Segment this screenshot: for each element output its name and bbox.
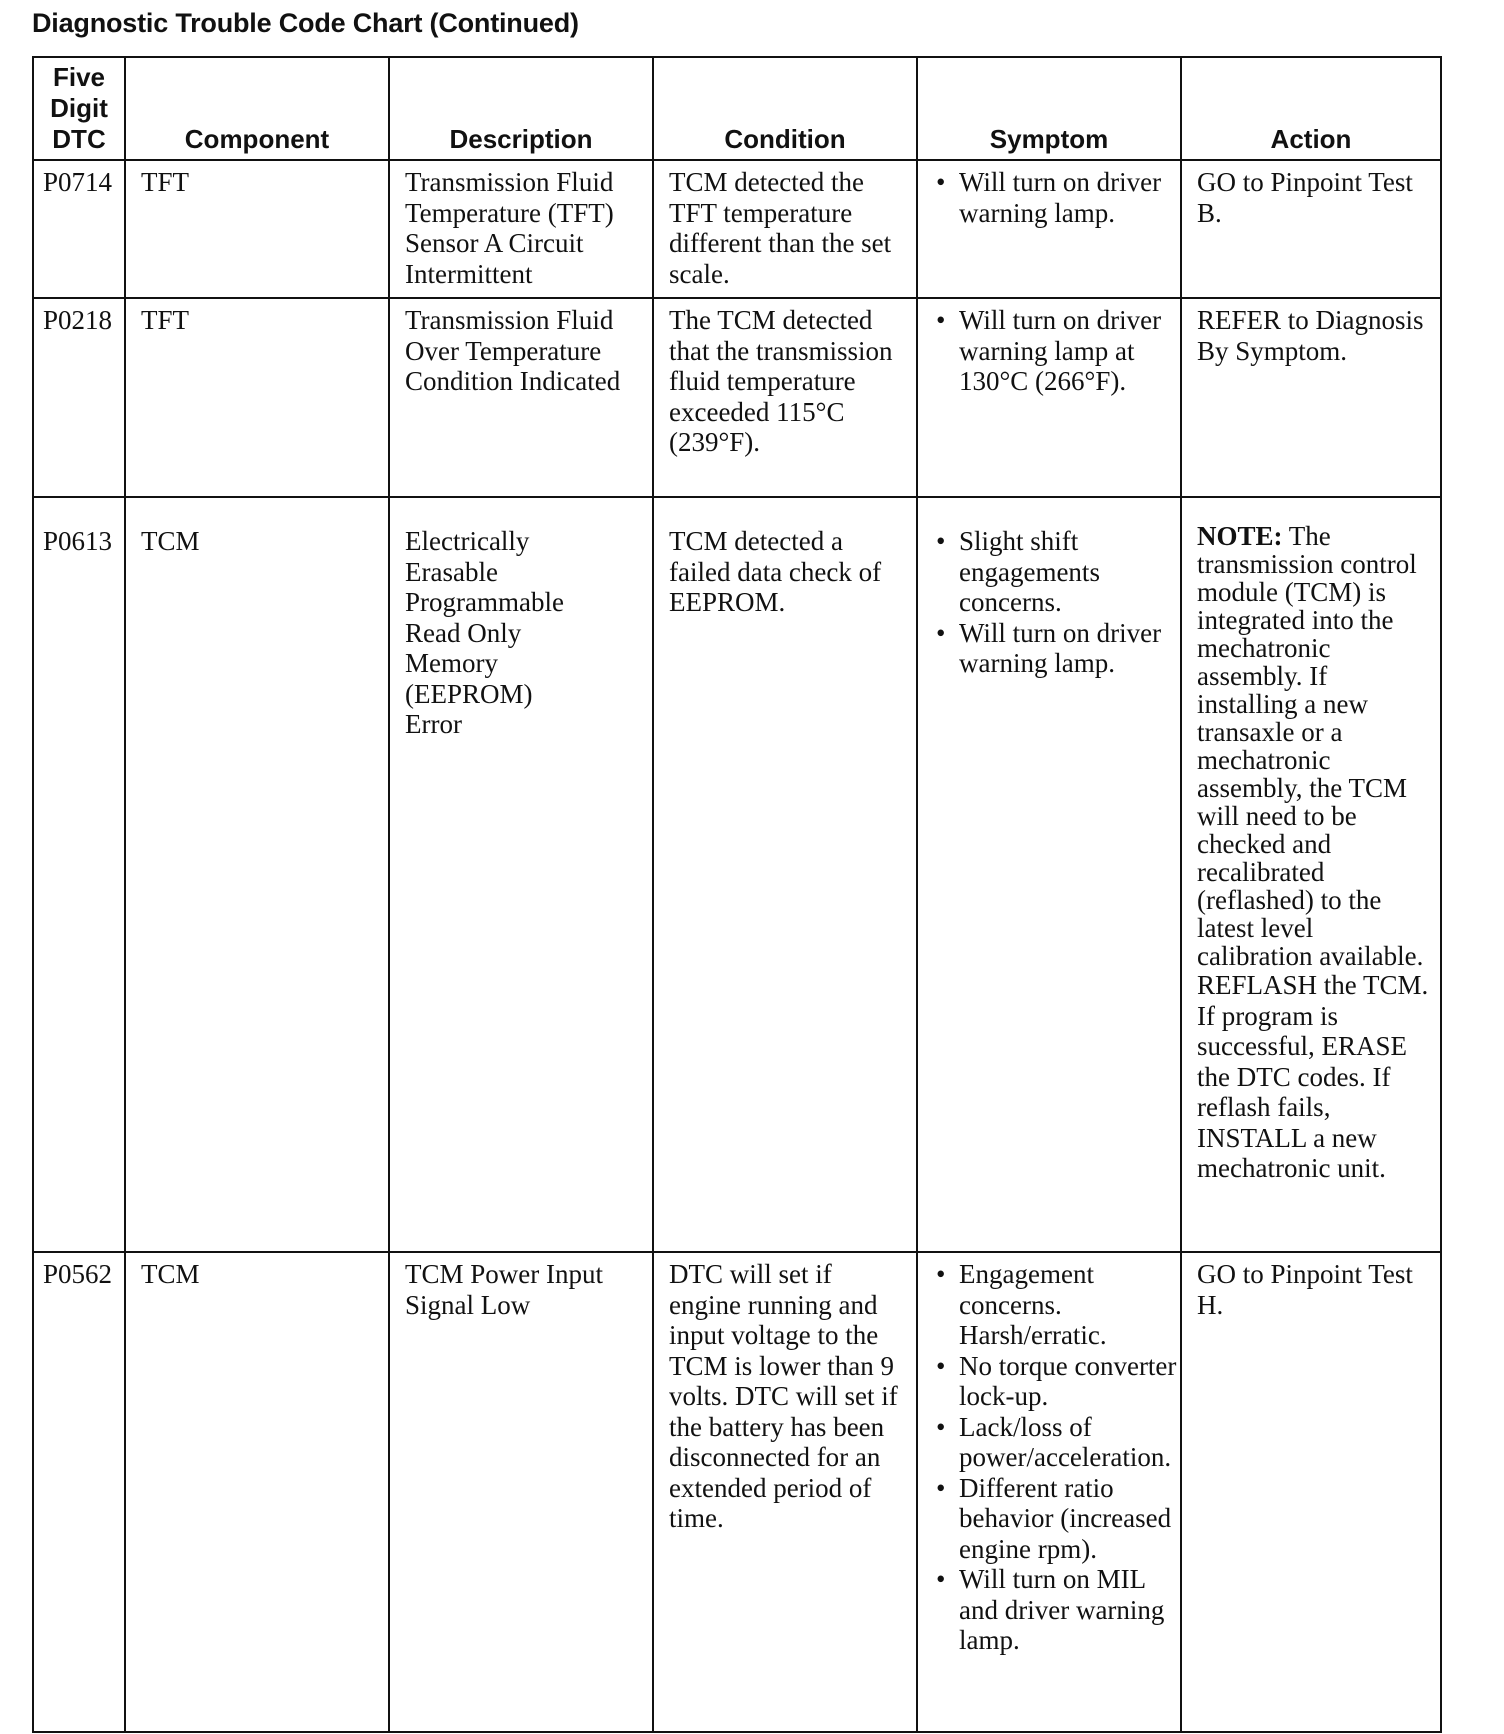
- symptom: [917, 298, 1181, 497]
- component: [125, 497, 389, 1252]
- action: REFER to Diagnosis By Symptom.: [1181, 298, 1441, 497]
- table-row: [33, 298, 1441, 497]
- symptom-list: [933, 305, 1172, 397]
- header-component: Component: [125, 57, 389, 160]
- symptom-list: [933, 526, 1172, 679]
- component: TFT: [125, 160, 389, 298]
- symptom-item: • Lack/loss of power/acceleration.: [933, 1412, 1178, 1473]
- header-condition: Condition: [653, 57, 917, 160]
- action: GO to Pinpoint Test B.: [1181, 160, 1441, 298]
- symptom-item: • No torque converter lock-up.: [933, 1351, 1178, 1412]
- component: TCM: [125, 1252, 389, 1732]
- dtc-code: [33, 497, 125, 1252]
- symptom-item: • Will turn on driver warning lamp.: [933, 618, 1172, 679]
- symptom-item: • Different ratio behavior (increased engine rpm).: [933, 1473, 1178, 1565]
- table-row: [33, 497, 1441, 1252]
- description-text: Electrically Erasable Programmable Read Only Memory (EEPROM) Error: [405, 526, 564, 739]
- dtc-code: P0562: [33, 1252, 125, 1732]
- component-text: TCM: [141, 526, 200, 556]
- component: TFT: [125, 298, 389, 497]
- header-action: Action: [1181, 57, 1441, 160]
- symptom-list: [933, 167, 1172, 228]
- table-header-row: [33, 57, 1441, 160]
- description: Transmission Fluid Over Temperature Condition Indicated: [389, 298, 653, 497]
- description: Transmission Fluid Temperature (TFT) Sensor A Circuit Intermittent: [389, 160, 653, 298]
- header-description: Description: [389, 57, 653, 160]
- header-symptom: Symptom: [917, 57, 1181, 160]
- condition: DTC will set if engine running and input voltage to the TCM is lower than 9 volts. DTC will set if the battery has been disconnected for an extended period of time.: [653, 1252, 917, 1732]
- dtc-code: P0218: [33, 298, 125, 497]
- symptom: [917, 160, 1181, 298]
- symptom-item: • Slight shift engagements concerns.: [933, 526, 1172, 618]
- header-dtc-line-3: DTC: [52, 124, 106, 154]
- dtc-code-text: P0613: [43, 526, 113, 556]
- note-text: The transmission control module (TCM) is integrated into the mechatronic assembly. If installing a new transaxle or a mechatronic assembly, the TCM will need to be checked and recalibrated (reflashed) to the latest level calibration available.: [1197, 521, 1424, 971]
- dtc-code: P0714: [33, 160, 125, 298]
- symptom: [917, 497, 1181, 1252]
- symptom-item: • Will turn on MIL and driver warning lamp.: [933, 1564, 1178, 1656]
- condition: The TCM detected that the transmission fluid temperature exceeded 115°C (239°F).: [653, 298, 917, 497]
- dtc-table: [32, 56, 1442, 1733]
- action: [1181, 497, 1441, 1252]
- action: GO to Pinpoint Test H.: [1181, 1252, 1441, 1732]
- condition: TCM detected the TFT temperature different than the set scale.: [653, 160, 917, 298]
- symptom-item: • Will turn on driver warning lamp.: [933, 167, 1172, 228]
- symptom-list: [933, 1259, 1178, 1656]
- header-dtc: [33, 57, 125, 160]
- page-title: Diagnostic Trouble Code Chart (Continued): [32, 8, 579, 38]
- condition: [653, 497, 917, 1252]
- table-row: [33, 160, 1441, 298]
- symptom-item: • Will turn on driver warning lamp at 130°C (266°F).: [933, 305, 1172, 397]
- table-row: [33, 1252, 1441, 1732]
- symptom: [917, 1252, 1181, 1732]
- note-label: NOTE:: [1197, 521, 1283, 551]
- action-text: REFLASH the TCM. If program is successful, ERASE the DTC codes. If reflash fails, INSTALL a new mechatronic unit.: [1197, 970, 1429, 1183]
- symptom-item: • Engagement concerns. Harsh/erratic.: [933, 1259, 1178, 1351]
- action-note: [1197, 522, 1434, 970]
- description: [389, 497, 653, 1252]
- header-dtc-line-2: Digit: [50, 93, 108, 123]
- header-dtc-line-1: Five: [52, 62, 106, 92]
- condition-text: TCM detected a failed data check of EEPROM.: [669, 526, 882, 617]
- description: TCM Power Input Signal Low: [389, 1252, 653, 1732]
